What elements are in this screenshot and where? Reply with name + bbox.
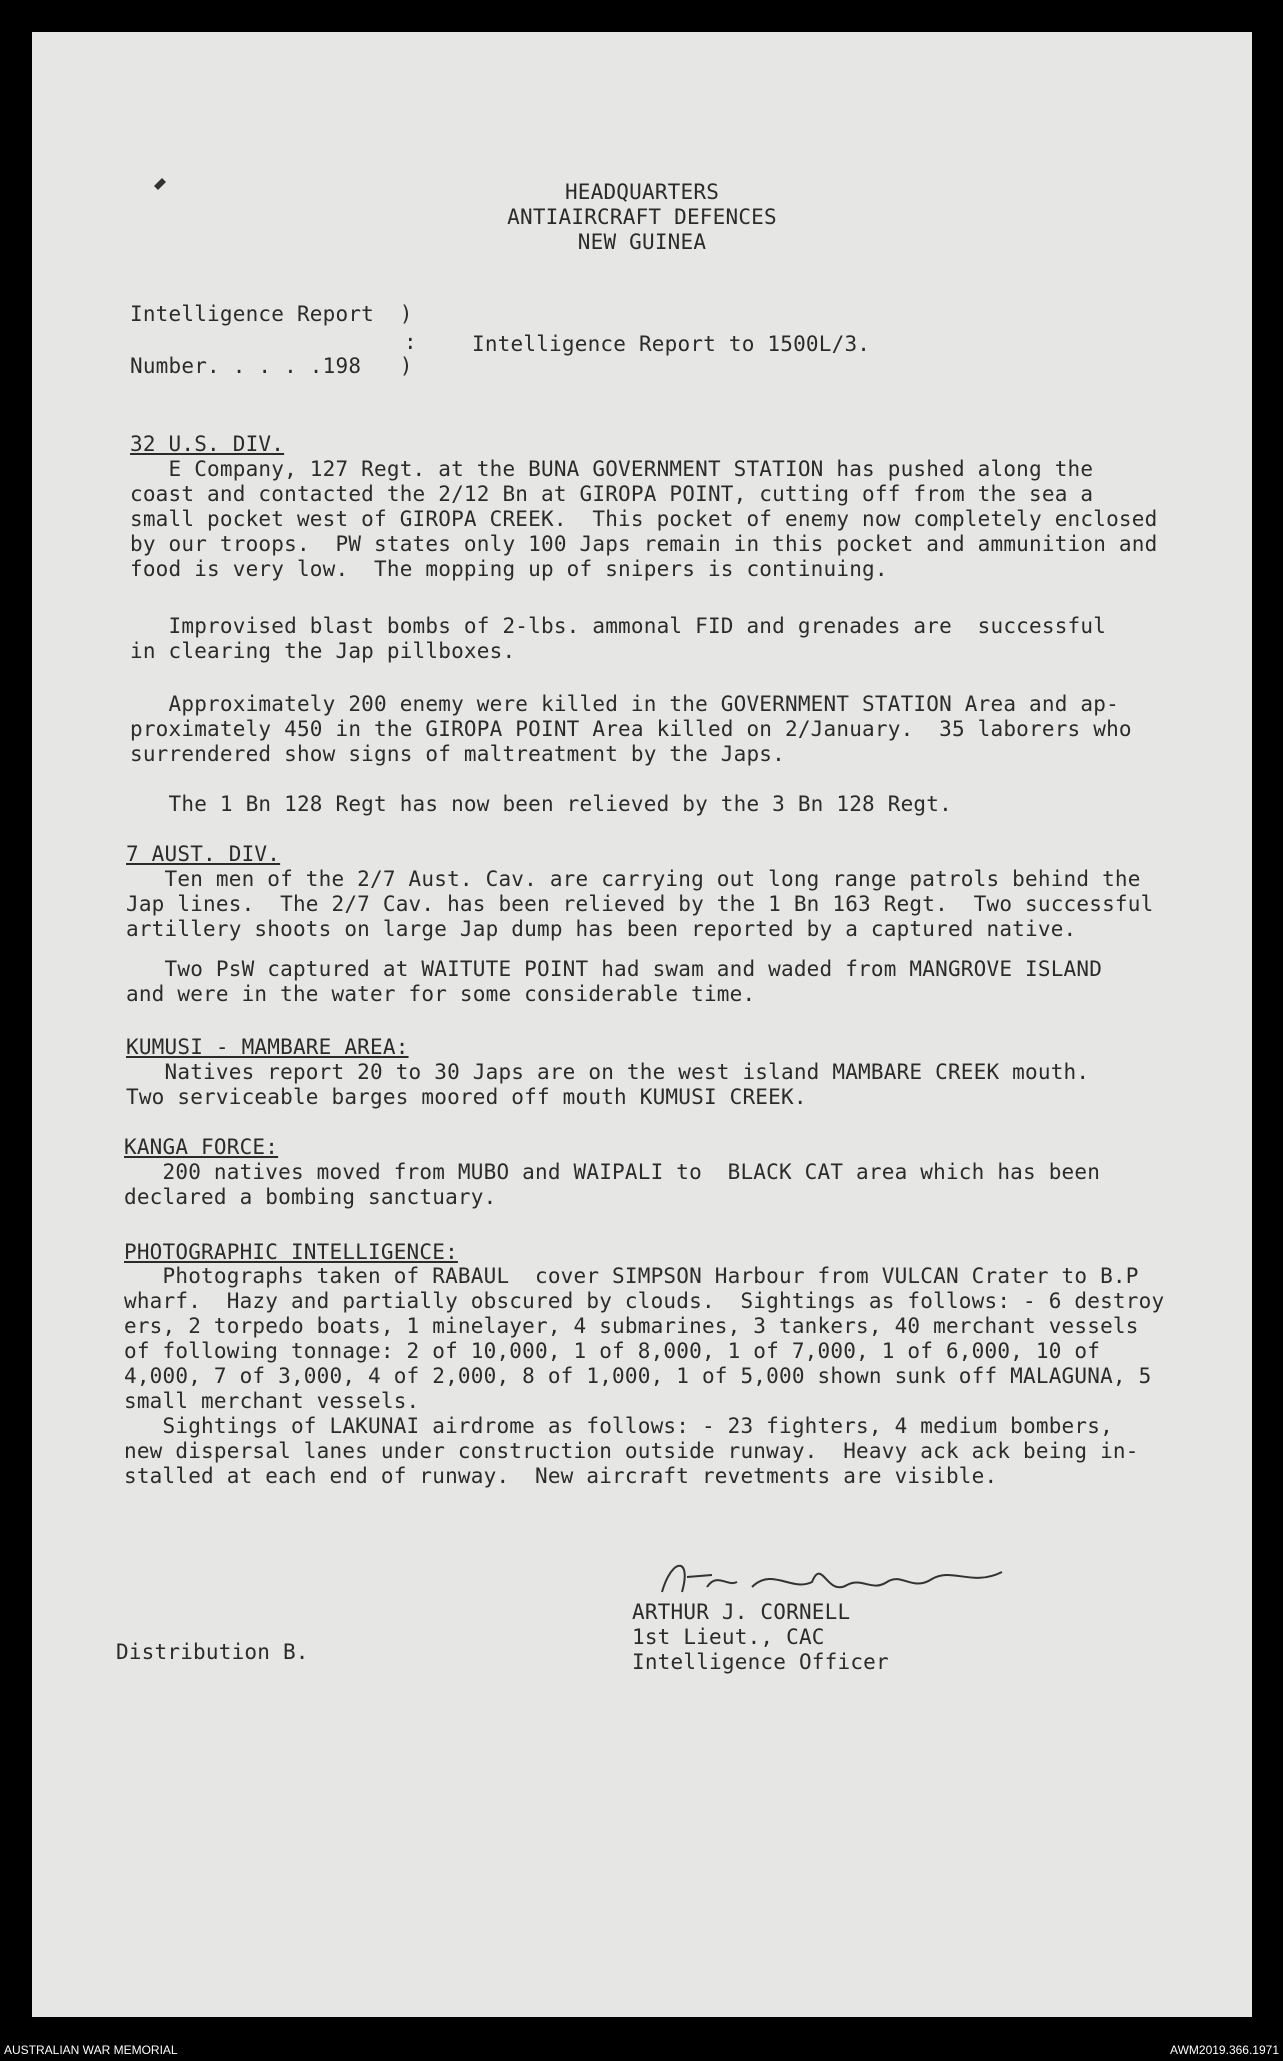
signer-role: Intelligence Officer — [632, 1650, 889, 1674]
report-title: Intelligence Report to 1500L/3. — [472, 332, 871, 356]
section-heading: 32 U.S. DIV. — [130, 432, 285, 456]
section-paragraph: Ten men of the 2/7 Aust. Cav. are carrying out long range patrols behind the Jap lines. The 2/7 Cav. has been relieved by the 1 Bn 163 Regt. Two successful artillery shoots on large Jap dump has been reported by a captured native. — [126, 867, 1154, 941]
header-line-1: HEADQUARTERS — [564, 180, 720, 204]
section-paragraph: Natives report 20 to 30 Japs are on the west island MAMBARE CREEK mouth. Two serviceable barges moored off mouth KUMUSI CREEK. — [126, 1060, 1090, 1109]
document-page — [32, 32, 1252, 2017]
footer-credit: AUSTRALIAN WAR MEMORIAL — [4, 2043, 178, 2057]
report-colon: : — [404, 330, 417, 354]
distribution-note: Distribution B. — [116, 1640, 309, 1664]
section-paragraph: Sightings of LAKUNAI airdrome as follows: - 23 fighters, 4 medium bombers, new dispersal lanes under construction outside runway. Heavy ack ack being in- stalled at each end of runway. New aircraft revetments are visible. — [124, 1414, 1139, 1488]
section-paragraph: E Company, 127 Regt. at the BUNA GOVERNMENT STATION has pushed along the coast and contacted the 2/12 Bn at GIROPA POINT, cutting off from the sea a small pocket west of GIROPA CREEK. This pocket of enemy now completely enclosed by our troops. PW states only 100 Japs remain in this pocket and ammunition and food is very low. The mopping up of snipers is continuing. — [130, 457, 1158, 581]
section-heading: 7 AUST. DIV. — [126, 842, 281, 866]
signer-name: ARTHUR J. CORNELL — [632, 1600, 851, 1624]
header-line-2: ANTIAIRCRAFT DEFENCES — [507, 205, 777, 229]
section-heading: PHOTOGRAPHIC INTELLIGENCE: — [124, 1240, 458, 1264]
section-heading: KANGA FORCE: — [124, 1135, 279, 1159]
report-label: Intelligence Report ) — [130, 302, 413, 326]
section-paragraph: Two PsW captured at WAITUTE POINT had swam and waded from MANGROVE ISLAND and were in the water for some considerable time. — [126, 957, 1103, 1006]
report-number: Number. . . . .198 ) — [130, 354, 413, 378]
handwritten-signature — [652, 1547, 1032, 1607]
section-paragraph: Approximately 200 enemy were killed in the GOVERNMENT STATION Area and ap- proximately 450 in the GIROPA POINT Area killed on 2/January. 35 laborers who surrendered show signs of maltreatment by the Japs. — [130, 692, 1132, 766]
section-paragraph: 200 natives moved from MUBO and WAIPALI to BLACK CAT area which has been declared a bombing sanctuary. — [124, 1160, 1101, 1209]
section-paragraph: Photographs taken of RABAUL cover SIMPSON Harbour from VULCAN Crater to B.P wharf. Hazy and partially obscured by clouds. Sightings as follows: - 6 destroy ers, 2 torpedo boats, 1 minelayer, 4 submarines, 3 tankers, 40 merchant vessels of following tonnage: 2 of 10,000, 1 of 8,000, 1 of 7,000, 1 of 6,000, 10 of 4,000, 7 of 3,000, 4 of 2,000, 8 of 1,000, 1 of 5,000 shown sunk off MALAGUNA, 5 small merchant vessels. — [124, 1264, 1165, 1413]
section-paragraph: Improvised blast bombs of 2-lbs. ammonal FID and grenades are successful in clearing the Jap pillboxes. — [130, 614, 1107, 663]
section-paragraph: The 1 Bn 128 Regt has now been relieved by the 3 Bn 128 Regt. — [130, 792, 952, 816]
signer-rank: 1st Lieut., CAC — [632, 1625, 825, 1649]
header-line-3: NEW GUINEA — [577, 230, 707, 254]
section-heading: KUMUSI - MAMBARE AREA: — [126, 1035, 409, 1059]
footer-accession: AWM2019.366.1971 — [1170, 2043, 1279, 2057]
